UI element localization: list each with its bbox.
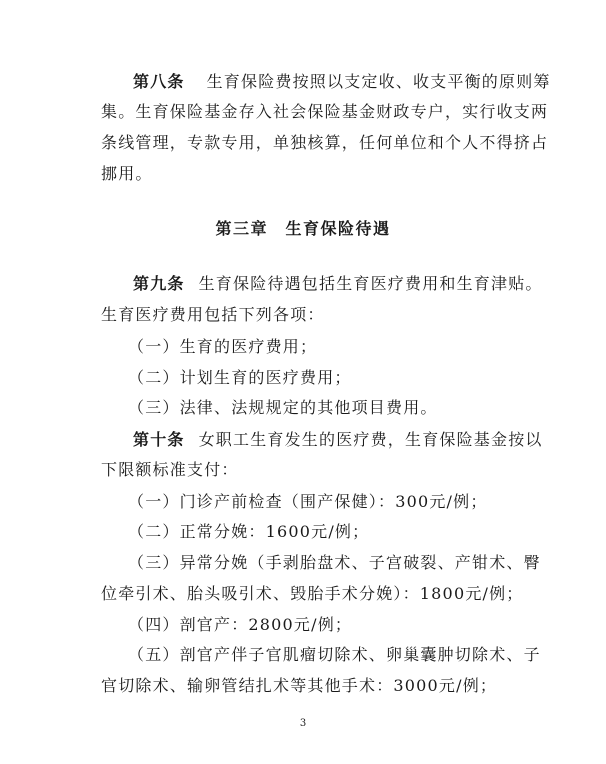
article-10-line-2: 下限额标准支付： [101, 460, 239, 479]
article-9-item-3: （三）法律、法规规定的其他项目费用。 [128, 398, 438, 417]
page-number: 3 [299, 718, 307, 729]
article-8-label: 第八条 [133, 72, 185, 91]
article-9-line-1 [133, 274, 543, 294]
article-10-item-3-cont: 位牵引术、胎头吸引术、毁胎手术分娩）：1800元/例； [101, 584, 524, 603]
article-10-label: 第十条 [133, 430, 185, 449]
article-10-line-1 [133, 430, 543, 450]
article-8-text-1: 生育保险费按照以支定收、收支平衡的原则筹 [206, 72, 551, 91]
article-8-line-3: 条线管理，专款专用，单独核算，任何单位和个人不得挤占 [101, 133, 549, 152]
article-10-item-2: （二）正常分娩：1600元/例； [128, 522, 370, 541]
article-9-item-2: （二）计划生育的医疗费用； [128, 368, 352, 387]
article-9-item-1: （一）生育的医疗费用； [128, 337, 318, 356]
article-8-line-4: 挪用。 [101, 164, 153, 183]
article-10-item-5: （五）剖官产伴子官肌瘤切除术、卵巢囊肿切除术、子 [128, 645, 541, 664]
article-10-item-3: （三）异常分娩（手剥胎盘术、子宫破裂、产钳术、臀 [128, 553, 541, 572]
article-9-label: 第九条 [133, 274, 185, 293]
article-8-line-1 [133, 72, 551, 92]
article-9-line-2: 生育医疗费用包括下列各项： [101, 305, 325, 324]
article-10-text-1: 女职工生育发生的医疗费，生育保险基金按以 [198, 430, 543, 449]
article-10-item-1: （一）门诊产前检查（围产保健）：300元/例； [128, 492, 488, 511]
article-8-line-2: 集。生育保险基金存入社会保险基金财政专户，实行收支两 [101, 102, 549, 121]
article-10-item-4: （四）剖官产：2800元/例； [128, 615, 353, 634]
article-9-text-1: 生育保险待遇包括生育医疗费用和生育津贴。 [198, 274, 543, 293]
article-10-item-5-cont: 官切除术、输卵管结扎术等其他手术：3000元/例； [101, 676, 498, 695]
chapter-3-heading: 第三章 生育保险待遇 [215, 219, 391, 238]
